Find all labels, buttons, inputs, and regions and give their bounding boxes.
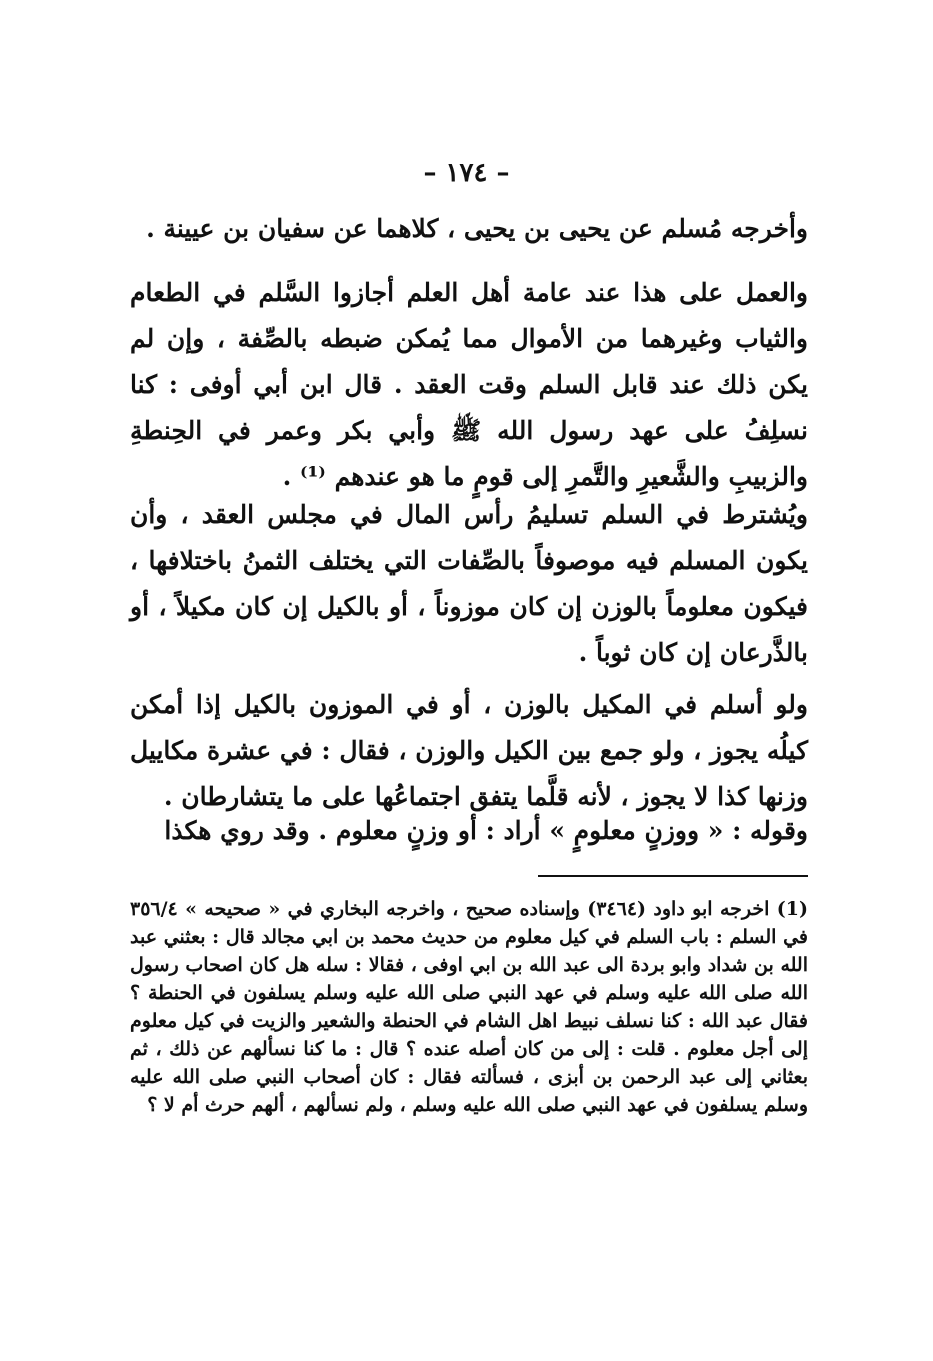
- paragraph-text: وقوله : « ووزنٍ معلومٍ » أراد : أو وزنٍ معلوم . وقد روي هكذا: [164, 816, 808, 845]
- page-number: – ١٧٤ –: [423, 158, 510, 188]
- footnote-divider: [538, 875, 808, 877]
- paragraph-text: وأخرجه مُسلم عن يحيى بن يحيى ، كلاهما عن سفيان بن عيينة .: [146, 214, 808, 243]
- paragraph-text: ولو أسلم في المكيل بالوزن ، أو في الموزون بالكيل إذا أمكن كيلُه يجوز ، ولو جمع بين الكيل والوزن ، فقال : في عشرة مكاييل وزنها كذا لا يجوز ، لأنه قلَّما يتفق اجتماعُها على ما يتشارطان .: [130, 690, 808, 811]
- body-paragraph-3: [130, 492, 808, 676]
- body-paragraph-2: [130, 270, 808, 500]
- paragraph-text: والعمل على هذا عند عامة أهل العلم أجازوا السَّلم في الطعام والثياب وغيرهما من الأموال مما يُمكن ضبطه بالصِّفة ، وإن لم يكن ذلك عند قابل السلم وقت العقد . قال ابن أبي أوفى : كنا نسلِفُ على عهد رسول الله ﷺ وأبي بكر وعمر في الحِنطةِ والزبيبِ والشَّعيرِ والتَّمرِ إلى قومٍ ما هو عندهم ⁽¹⁾ .: [130, 278, 808, 491]
- body-paragraph-4: [130, 682, 808, 820]
- body-paragraph-1: [130, 206, 808, 252]
- body-paragraph-5: [130, 808, 808, 854]
- footnotes-section: [130, 895, 808, 1119]
- paragraph-text: ويُشترط في السلم تسليمُ رأس المال في مجلس العقد ، وأن يكون المسلم فيه موصوفاً بالصِّفات التي يختلف الثمنُ باختلافها ، فيكون معلوماً بالوزن إن كان موزوناً ، أو بالكيل إن كان مكيلاً ، أو بالذَّرعان إن كان ثوباً .: [130, 500, 808, 667]
- footnote-1: (1) اخرجه ابو داود (٣٤٦٤) وإسناده صحيح ، واخرجه البخاري في « صحيحه » ٣٥٦/٤ في السلم : باب السلم في كيل معلوم من حديث محمد بن ابي مجالد قال : بعثني عبد الله بن شداد وابو بردة الى عبد الله بن ابي اوفى ، فقالا : سله هل كان اصحاب رسول الله صلى الله عليه وسلم في عهد النبي صلى الله عليه وسلم يسلفون في الحنطة ؟ فقال عبد الله : كنا نسلف نبيط اهل الشام في الحنطة والشعير والزيت في كيل معلوم إلى أجل معلوم . قلت : إلى من كان أصله عنده ؟ قال : ما كنا نسألهم عن ذلك ، ثم بعثاني إلى عبد الرحمن بن أبزى ، فسألته فقال : كان أصحاب النبي صلى الله عليه وسلم يسلفون في عهد النبي صلى الله عليه وسلم ، ولم نسألهم ، ألهم حرث أم لا ؟: [130, 898, 808, 1116]
